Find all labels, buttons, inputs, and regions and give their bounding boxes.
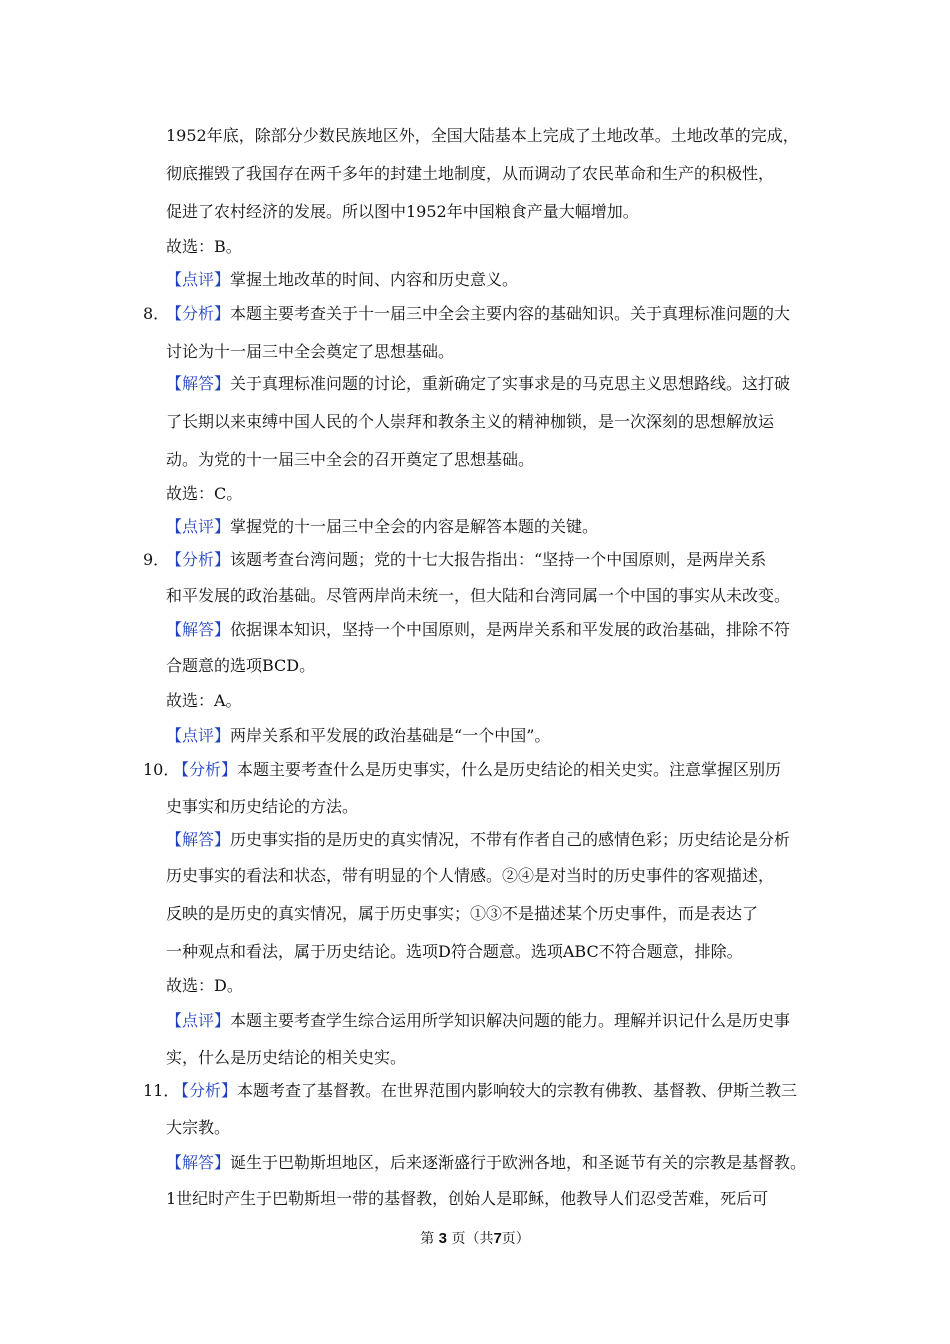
comment-line: [166, 270, 518, 290]
page-footer: [0, 1230, 950, 1248]
answer-text: 依据课本知识，坚持一个中国原则，是两岸关系和平发展的政治基础，排除不符: [230, 620, 791, 639]
text-line: 动。为党的十一届三中全会的召开奠定了思想基础。: [166, 450, 535, 469]
total-pages: 7: [493, 1230, 502, 1247]
analysis-line: [173, 760, 781, 780]
page-number: 3: [438, 1230, 447, 1247]
footer-text: 页（共: [451, 1231, 494, 1247]
answer-tag: 【解答】: [166, 830, 231, 849]
answer-line: [166, 1153, 806, 1173]
comment-line: [166, 726, 550, 746]
question-number-11: 11．: [143, 1081, 180, 1100]
text-line: 实，什么是历史结论的相关史实。: [166, 1048, 407, 1067]
choice-line: 故选：A。: [166, 691, 242, 710]
text-line: 反映的是历史的真实情况，属于历史事实；①③不是描述某个历史事件，而是表达了: [166, 904, 759, 923]
analysis-line: [166, 304, 790, 324]
answer-tag: 【解答】: [166, 1153, 231, 1172]
text-line: 1世纪时产生于巴勒斯坦一带的基督教，创始人是耶稣，他教导人们忍受苦难，死后可: [166, 1189, 769, 1208]
footer-text: 页）: [501, 1231, 530, 1247]
text-line: 历史事实的看法和状态，带有明显的个人情感。②④是对当时的历史事件的客观描述，: [166, 866, 775, 885]
comment-text: 掌握党的十一届三中全会的内容是解答本题的关键。: [230, 517, 599, 536]
question-number-10: 10．: [143, 760, 180, 779]
text-line: 大宗教。: [166, 1118, 231, 1137]
analysis-tag: 【分析】: [173, 760, 238, 779]
choice-line: 故选：D。: [166, 976, 243, 995]
analysis-tag: 【分析】: [166, 550, 231, 569]
text-line: 和平发展的政治基础。尽管两岸尚未统一，但大陆和台湾同属一个中国的事实从未改变。: [166, 586, 791, 605]
choice-line: 故选：B。: [166, 237, 242, 256]
comment-tag: 【点评】: [166, 726, 231, 745]
text-line: 合题意的选项BCD。: [166, 656, 316, 675]
text-line: 彻底摧毁了我国存在两千多年的封建土地制度，从而调动了农民革命和生产的积极性，: [166, 164, 775, 183]
answer-text: 诞生于巴勒斯坦地区，后来逐渐盛行于欧洲各地，和圣诞节有关的宗教是基督教。: [230, 1153, 807, 1172]
answer-tag: 【解答】: [166, 374, 231, 393]
analysis-line: [166, 550, 766, 570]
comment-line: [166, 517, 598, 537]
text-line: 史事实和历史结论的方法。: [166, 797, 359, 816]
analysis-tag: 【分析】: [173, 1081, 238, 1100]
analysis-text: 本题主要考查什么是历史事实，什么是历史结论的相关史实。注意掌握区别历: [237, 760, 782, 779]
comment-line: [166, 1011, 790, 1031]
answer-tag: 【解答】: [166, 620, 231, 639]
text-line: 了长期以来束缚中国人民的个人崇拜和教条主义的精神枷锁，是一次深刻的思想解放运: [166, 412, 775, 431]
comment-tag: 【点评】: [166, 517, 231, 536]
analysis-text: 该题考查台湾问题；党的十七大报告指出：“坚持一个中国原则，是两岸关系: [230, 550, 767, 569]
choice-line: 故选：C。: [166, 484, 243, 503]
answer-text: 历史事实指的是历史的真实情况，不带有作者自己的感情色彩；历史结论是分析: [230, 830, 791, 849]
answer-line: [166, 374, 790, 394]
analysis-tag: 【分析】: [166, 304, 231, 323]
comment-text: 两岸关系和平发展的政治基础是“一个中国”。: [230, 726, 551, 745]
footer-text: 第: [420, 1231, 435, 1247]
text-line: 促进了农村经济的发展。所以图中1952年中国粮食产量大幅增加。: [166, 202, 639, 221]
text-line: 讨论为十一届三中全会奠定了思想基础。: [166, 342, 455, 361]
question-number-9: 9．: [143, 550, 170, 569]
answer-line: [166, 830, 790, 850]
question-number-8: 8．: [143, 304, 170, 323]
answer-line: [166, 620, 790, 640]
comment-text: 掌握土地改革的时间、内容和历史意义。: [230, 270, 519, 289]
analysis-line: [173, 1081, 797, 1101]
answer-text: 关于真理标准问题的讨论，重新确定了实事求是的马克思主义思想路线。这打破: [230, 374, 791, 393]
analysis-text: 本题主要考查关于十一届三中全会主要内容的基础知识。关于真理标准问题的大: [230, 304, 791, 323]
comment-tag: 【点评】: [166, 270, 231, 289]
analysis-text: 本题考查了基督教。在世界范围内影响较大的宗教有佛教、基督教、伊斯兰教三: [237, 1081, 798, 1100]
comment-text: 本题主要考查学生综合运用所学知识解决问题的能力。理解并识记什么是历史事: [230, 1011, 791, 1030]
comment-tag: 【点评】: [166, 1011, 231, 1030]
text-line: 1952年底，除部分少数民族地区外，全国大陆基本上完成了土地改革。土地改革的完成，: [166, 126, 799, 145]
text-line: 一种观点和看法，属于历史结论。选项D符合题意。选项ABC不符合题意，排除。: [166, 942, 743, 961]
